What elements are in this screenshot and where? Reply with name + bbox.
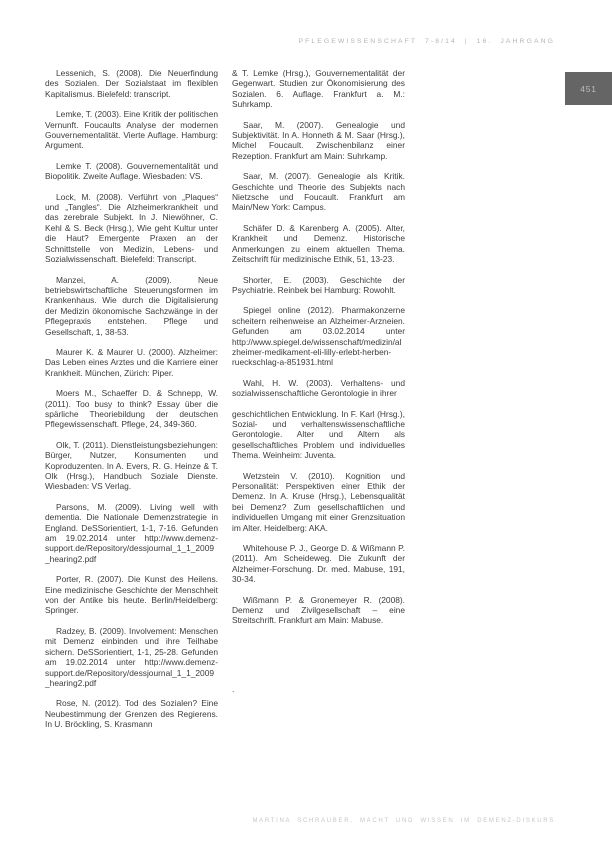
reference-entry: Porter, R. (2007). Die Kunst des Heilens. Eine medizinische Geschichte der Menschheit von der Antike bis heute. Berlin/Heidelberg: Springer. <box>45 574 218 616</box>
page-number: 451 <box>580 83 597 94</box>
reference-entry: Manzei, A. (2009). Neue betriebswirtschaftliche Steuerungsformen im Krankenhaus. Wie durch die Digitalisierung der Medizin ökonomische Sachzwänge in der Pflegepraxis entstehen. Pflege und Gesellschaft, 1, 38-53. <box>45 274 218 337</box>
reference-entry: Rose, N. (2012). Tod des Sozialen? Eine Neubestimmung der Grenzen des Regierens. In U. Bröckling, S. Krasmann <box>45 698 218 730</box>
references-section <box>45 68 405 740</box>
reference-entry: Whitehouse P. J., George D. & Wißmann P. (2011). Am Scheideweg. Die Zukunft der Alzheimer-Forschung. Dr. med. Mabuse, 191, 30-34. <box>232 543 405 585</box>
journal-header: PFLEGEWISSENSCHAFT 7-8/14 | 16. JAHRGANG <box>298 38 555 45</box>
reference-entry: Moers M., Schaeffer D. & Schnepp, W. (2011). Too busy to think? Essay über die spärliche Theoriebildung der deutschen Pflegewissenschaft. Pflege, 24, 349-360. <box>45 388 218 430</box>
reference-entry: geschichtlichen Entwicklung. In F. Karl (Hrsg.), Sozial- und verhaltenswissenschaftliche Gerontologie. Alter und Altern als gesellschaftliches Problem und individuelles Thema. Weinheim: Juventa. <box>232 408 405 461</box>
references-column-right <box>232 68 405 740</box>
reference-entry: Maurer K. & Maurer U. (2000). Alzheimer: Das Leben eines Arztes und die Karriere einer Krankheit. München, Zürich: Piper. <box>45 346 218 378</box>
reference-entry: & T. Lemke (Hrsg.), Gouvernementalität der Gegenwart. Studien zur Ökonomisierung des Sozialen. 6. Auflage. Frankfurt a. M.: Suhrkamp. <box>232 68 405 110</box>
reference-entry: Parsons, M. (2009). Living well with dementia. Die Nationale Demenzstrategie in England. DeSSorientiert, 1-1, 7-16. Gefunden am 19.02.2014 unter http://www.demenz-support.de/Repository/dessjournal_1_1_2009_hearing2.pdf <box>45 501 218 564</box>
reference-entry: Wetzstein V. (2010). Kognition und Personalität: Perspektiven einer Ethik der Demenz. In A. Kruse (Hrsg.), Lebensqualität bei Demenz? Zum gesellschaftlichen und individuellen Umgang mit einer Grenzsituation im Alter. Heidelberg: AKA. <box>232 470 405 533</box>
reference-entry: Wißmann P. & Gronemeyer R. (2008). Demenz und Zivilgesellschaft – eine Streitschrift. Frankfurt am Main: Mabuse. <box>232 594 405 626</box>
page-number-badge <box>565 72 612 105</box>
reference-entry: Lessenich, S. (2008). Die Neuerfindung des Sozialen. Der Sozialstaat im flexiblen Kapitalismus. Bielefeld: transcript. <box>45 68 218 99</box>
reference-entry: Lock, M. (2008). Verführt von „Plaques“ und „Tangles“. Die Alzheimerkrankheit und das zerebrale Subjekt. In J. Niewöhner, C. Kehl & S. Beck (Hrsg.), Wie geht Kultur unter die Haut? Emergente Praxen an der Schnittstelle von Medizin, Lebens- und Sozialwissenschaft. Bielefeld: Transcript. <box>45 191 218 265</box>
reference-entry: Spiegel online (2012). Pharmakonzerne scheitern reihenweise an Alzheimer-Arzneien. Gefunden am 03.02.2014 unter http://www.spiegel.de/wissenschaft/medizin/alzheimer-medikament-eli-lilly-erlebt-herben-rueckschlag-a-851931.html <box>232 305 405 368</box>
reference-entry: Wahl, H. W. (2003). Verhaltens- und sozialwissenschaftliche Gerontologie in ihrer <box>232 377 405 399</box>
reference-entry: Lemke T. (2008). Gouvernementalität und Biopolitik. Zweite Auflage. Wiesbaden: VS. <box>45 160 218 182</box>
reference-entry: Radzey, B. (2009). Involvement: Menschen mit Demenz einbinden und ihre Teilhabe sichern. DeSSorientiert, 1-1, 25-28. Gefunden am 19.02.2014 unter http://www.demenz-support.de/Repository/dessjournal_1_1_2009_hearing2.pdf <box>45 625 218 688</box>
reference-entry: Olk, T. (2011). Dienstleistungsbeziehungen: Bürger, Nutzer, Konsumenten und Koproduzenten. In A. Evers, R. G. Heinze & T. Olk (Hrsg.), Handbuch Soziale Dienste. Wiesbaden: VS Verlag. <box>45 439 218 492</box>
reference-entry: Saar, M. (2007). Genealogie und Subjektivität. In A. Honneth & M. Saar (Hrsg.), Michel Foucault. Zwischenbilanz einer Rezeption. Frankfurt am Main: Suhrkamp. <box>232 119 405 161</box>
reference-entry: Saar, M. (2007). Genealogie als Kritik. Geschichte und Theorie des Subjekts nach Nietzsche und Foucault. Frankfurt am Main/New York: Campus. <box>232 171 405 213</box>
reference-entry: Schäfer D. & Karenberg A. (2005). Alter, Krankheit und Demenz. Historische Anmerkungen zu einem aktuellen Thema. Zeitschrift für medizinische Ethik, 51, 13-23. <box>232 222 405 265</box>
reference-entry: . <box>232 683 235 694</box>
reference-entry: Shorter, E. (2003). Geschichte der Psychiatrie. Reinbek bei Hamburg: Rowohlt. <box>232 274 405 295</box>
references-column-left <box>45 68 218 740</box>
reference-entry: Lemke, T. (2003). Eine Kritik der politischen Vernunft. Foucaults Analyse der modernen Gouvernementalität. Vierte Auflage. Hamburg: Argument. <box>45 109 218 151</box>
article-footer: MARTINA SCHRAUBER, MACHT UND WISSEN IM DEMENZ-DISKURS <box>252 818 555 824</box>
